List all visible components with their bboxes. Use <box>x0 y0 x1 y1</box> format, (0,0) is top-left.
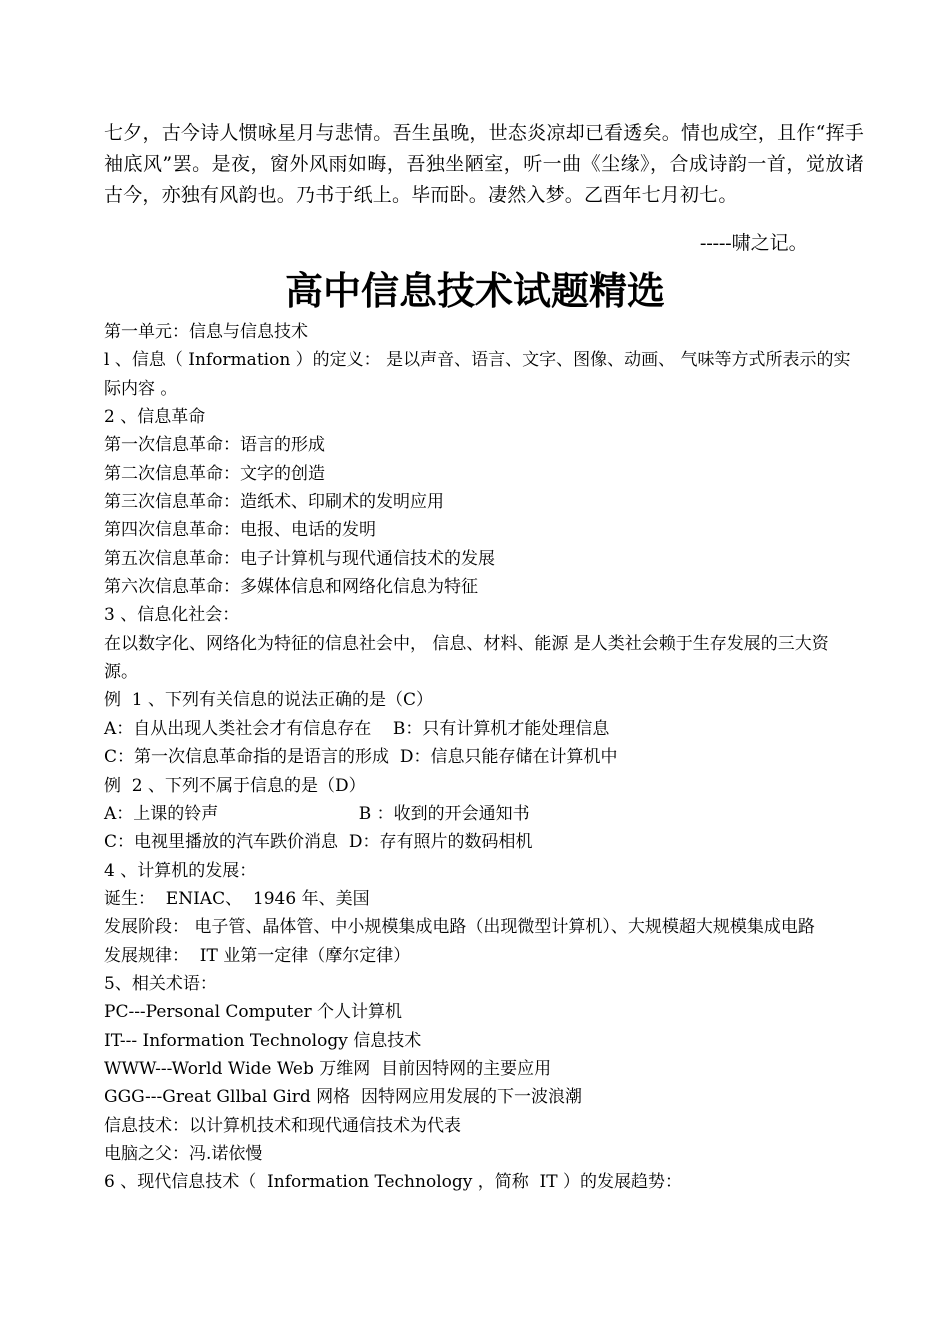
example-option: A：上课的铃声 B ：收到的开会通知书 <box>104 803 530 824</box>
term-line: IT--- Information Technology 信息技术 <box>104 1030 422 1051</box>
example-option: C：电视里播放的汽车跌价消息 D：存有照片的数码相机 <box>104 832 533 853</box>
body-line: 第三次信息革命：造纸术、印刷术的发明应用 <box>104 492 444 513</box>
body-line: 在以数字化、网络化为特征的信息社会中， 信息、材料、能源 是人类社会赖于生存发展的三大资源。 <box>104 633 829 683</box>
body-line: 第二次信息革命：文字的创造 <box>104 463 325 484</box>
body-line: 第六次信息革命：多媒体信息和网络化信息为特征 <box>104 577 478 598</box>
body-line: 发展阶段： 电子管、晶体管、中小规模集成电路（出现微型计算机）、大规模超大规模集成电路 <box>104 917 815 938</box>
body-line: 诞生： ENIAC、 1946 年、美国 <box>104 888 370 909</box>
body-line: 信息技术：以计算机技术和现代通信技术为代表 <box>104 1115 461 1136</box>
section-heading: 第一单元：信息与信息技术 <box>104 322 308 342</box>
intro-paragraph: 七夕，古今诗人惯咏星月与悲情。吾生虽晚，世态炎凉却已看透矣。情也成空，且作“挥手袖底风”罢。是夜，窗外风雨如晦，吾独坐陋室，听一曲《尘缘》，合成诗韵一首，觉放诸古今，亦独有风韵也。乃书于纸上。毕而卧。凄然入梦。乙酉年七月初七。 <box>104 122 864 206</box>
example-option: A：自从出现人类社会才有信息存在 B：只有计算机才能处理信息 <box>104 718 610 739</box>
body-line: 第一次信息革命：语言的形成 <box>104 435 325 456</box>
example-option: C：第一次信息革命指的是语言的形成 D：信息只能存储在计算机中 <box>104 747 618 768</box>
body-line: 第四次信息革命：电报、电话的发明 <box>104 520 376 541</box>
section-heading: 2 、信息革命 <box>104 407 206 428</box>
term-line: GGG---Great Gllbal Gird 网格 因特网应用发展的下一波浪潮 <box>104 1087 582 1108</box>
document-title: 高中信息技术试题精选 <box>284 269 665 313</box>
term-line: WWW---World Wide Web 万维网 目前因特网的主要应用 <box>104 1058 552 1079</box>
section-heading: 6 、现代信息技术（ Information Technology ，简称 IT ）的发展趋势： <box>104 1172 683 1193</box>
signature: -----啸之记。 <box>700 233 808 254</box>
example-question: 例 1 、下列有关信息的说法正确的是（C） <box>104 690 434 711</box>
example-question: 例 2 、下列不属于信息的是（D） <box>104 775 366 796</box>
section-heading: 5、相关术语： <box>104 973 217 994</box>
body-line: 电脑之父：冯.诺依慢 <box>104 1143 263 1164</box>
section-heading: 4 、计算机的发展： <box>104 860 257 881</box>
section-heading: 3 、信息化社会： <box>104 605 240 626</box>
document-body <box>104 318 856 1197</box>
term-line: PC---Personal Computer 个人计算机 <box>104 1002 403 1023</box>
body-line: l 、信息（ Information ）的定义： 是以声音、语言、文字、图像、动画、 气味等方式所表示的实际内容 。 <box>104 350 851 399</box>
body-line: 发展规律： IT 业第一定律（摩尔定律） <box>104 945 411 966</box>
intro-section <box>104 118 864 211</box>
body-line: 第五次信息革命：电子计算机与现代通信技术的发展 <box>104 548 495 569</box>
